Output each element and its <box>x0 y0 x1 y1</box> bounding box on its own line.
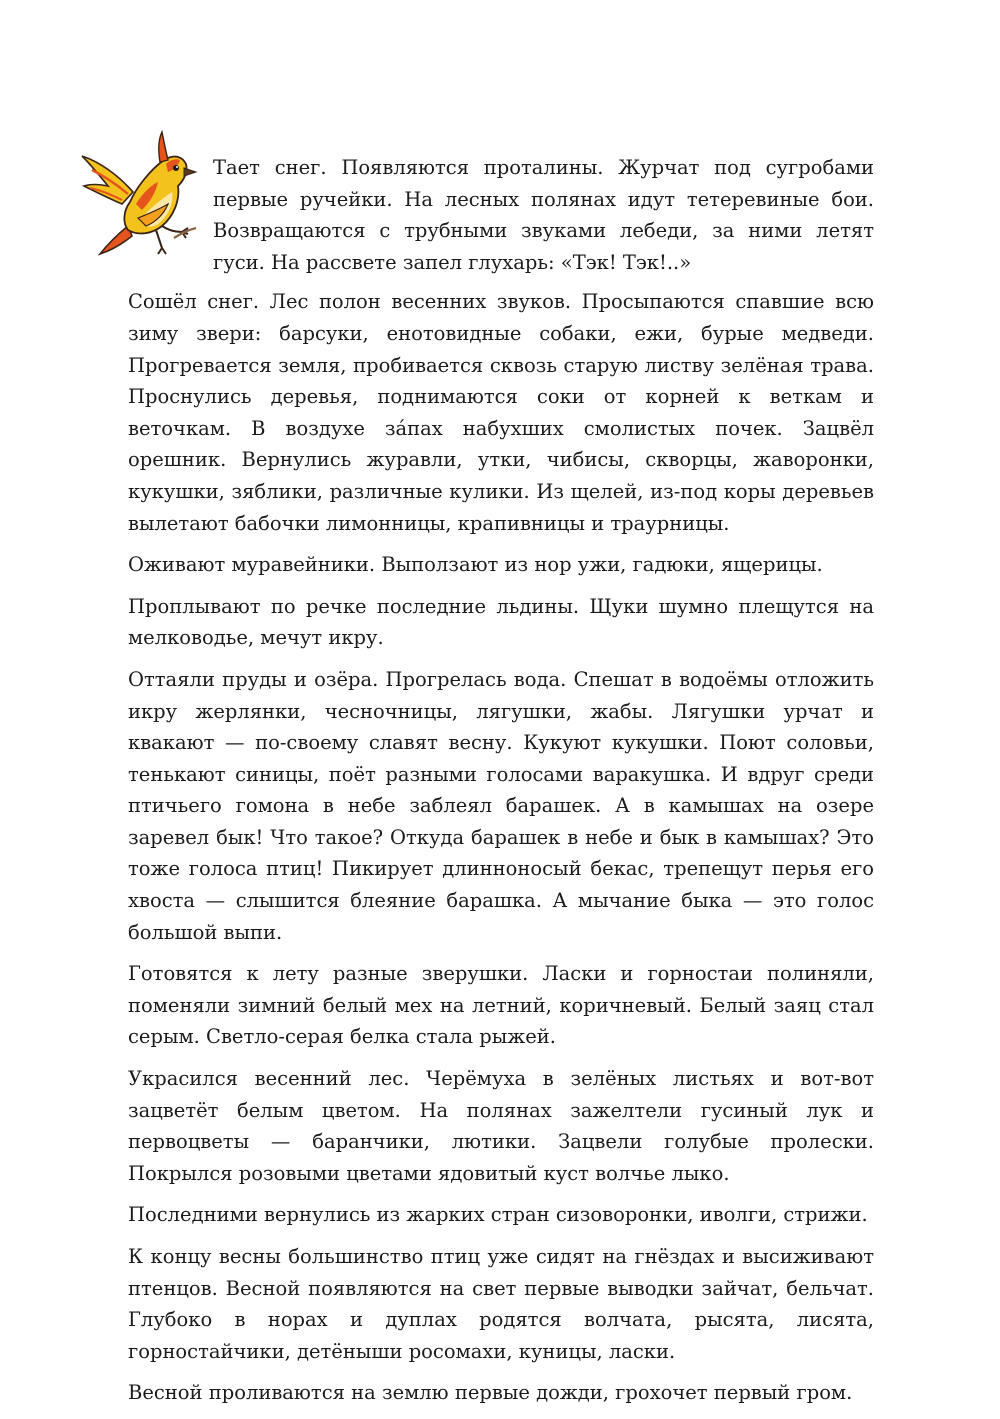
paragraph-6: Готовятся к лету разные зверушки. Ласки и горностаи полиняли, поменяли зимний белый мех на летний, коричневый. Белый заяц стал серым. Светло-серая белка стала рыжей. <box>128 962 874 1049</box>
paragraph-9: К концу весны большинство птиц уже сидят на гнёздах и высиживают птенцов. Весной появляются на свет первые выводки зайчат, бельчат. Глубоко в норах и дуплах родятся волчата, рысята, лисята, горностайчики, детёныши росомахи, куницы, ласки. <box>128 1245 874 1363</box>
article-text <box>128 152 874 1419</box>
paragraph-3: Оживают муравейники. Выползают из нор ужи, гадюки, ящерицы. <box>128 553 823 577</box>
paragraph-1: Тает снег. Появляются проталины. Журчат под сугробами первые ручейки. На лесных полянах идут тетеревиные бои. Возвращаются с трубными звуками лебеди, за ними летят гуси. На рассвете запел глухарь: «Тэк! Тэк!..» <box>213 156 874 274</box>
paragraph-5: Оттаяли пруды и озёра. Прогрелась вода. Спешат в водоёмы отложить икру жерлянки, чесночницы, лягушки, жабы. Лягушки урчат и квакают — по-своему славят весну. Кукуют кукушки. Поют соловьи, тенькают синицы, поёт разными голосами варакушка. И вдруг среди птичьего гомона в небе заблеял барашек. А в камышах на озере заревел бык! Что такое? Откуда барашек в небе и бык в камышах? Это тоже голоса птиц! Пикирует длинноносый бекас, трепещут перья его хвоста — слышится блеяние барашка. А мычание быка — это голос большой выпи. <box>128 667 874 944</box>
paragraph-7: Украсился весенний лес. Черёмуха в зелёных листьях и вот-вот зацветёт белым цветом. На полянах зажелтели гусиный лук и первоцветы — баранчики, лютики. Зацвели голубые пролески. Покрылся розовыми цветами ядовитый куст волчье лыко. <box>128 1067 874 1185</box>
paragraph-8: Последними вернулись из жарких стран сизоворонки, иволги, стрижи. <box>128 1203 868 1227</box>
paragraph-4: Проплывают по речке последние льдины. Щуки шумно плещутся на мелководье, мечут икру. <box>128 594 874 650</box>
paragraph-2: Сошёл снег. Лес полон весенних звуков. Просыпаются спавшие всю зиму звери: барсуки, енотовидные собаки, ежи, бурые медведи. Прогревается земля, пробивается сквозь старую листву зелёная трава. Проснулись деревья, поднимаются соки от корней к веткам и веточкам. В воздухе зáпах набухших смолистых почек. Зацвёл орешник. Вернулись журавли, утки, чибисы, скворцы, жаворонки, кукушки, зяблики, различные кулики. Из щелей, из-под коры деревьев вылетают бабочки лимонницы, крапивницы и траурницы. <box>128 290 874 535</box>
paragraph-10: Весной проливаются на землю первые дожди, грохочет первый гром. <box>128 1381 853 1405</box>
